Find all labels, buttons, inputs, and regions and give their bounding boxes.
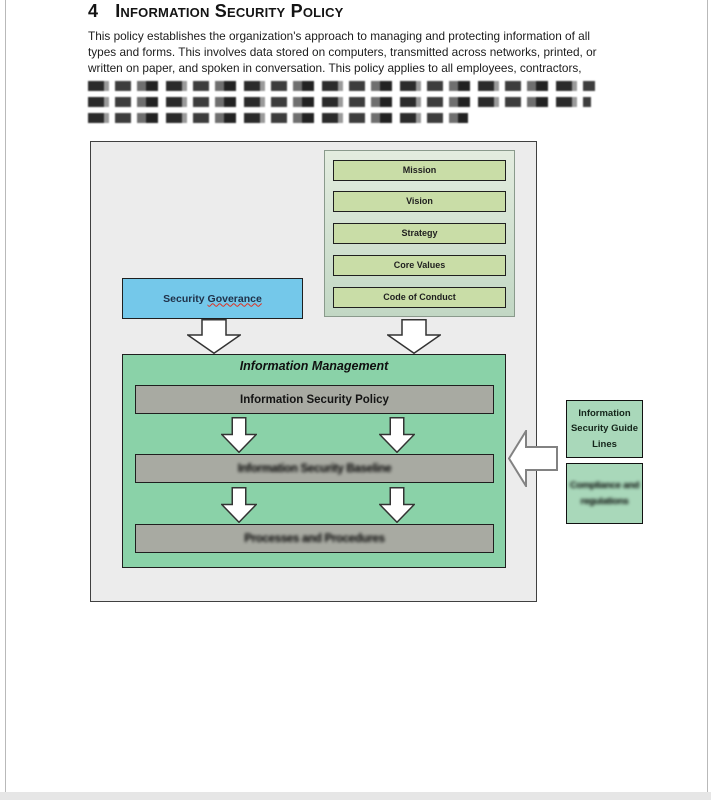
page-bottom-edge	[0, 792, 711, 800]
security-guidelines-box: Information Security Guide Lines	[566, 400, 643, 458]
compliance-regulations-box	[566, 463, 643, 524]
mission-box: Mission	[333, 160, 506, 181]
section-heading	[88, 1, 344, 22]
down-arrow-icon	[387, 319, 441, 354]
redacted-text-block	[88, 81, 595, 129]
information-management-box	[122, 354, 506, 568]
vision-box: Vision	[333, 191, 506, 212]
section-title: Information Security Policy	[115, 1, 344, 21]
left-arrow-icon	[508, 430, 558, 487]
down-arrow-icon	[379, 417, 415, 453]
redacted-text-line	[88, 113, 468, 123]
information-security-policy-box: Information Security Policy	[135, 385, 494, 414]
processes-and-procedures-box	[135, 524, 494, 553]
information-management-title: Information Management	[239, 359, 389, 373]
core-values-box: Core Values	[333, 255, 506, 276]
redacted-text-line	[88, 97, 591, 107]
policy-diagram	[90, 141, 537, 602]
page-left-border	[5, 0, 6, 792]
obscured-label: Information Security Baseline	[237, 462, 392, 475]
policy-paragraph: This policy establishes the organization's approach to managing and protecting information of all types and forms. This involves data stored on computers, transmitted across networks, printed, or written on paper, and spoken in conversation. This policy applies to all employees, contractors,	[88, 29, 597, 75]
corporate-values-panel	[324, 150, 515, 317]
code-of-conduct-box: Code of Conduct	[333, 287, 506, 308]
redacted-text-line	[88, 81, 595, 91]
down-arrow-icon	[187, 319, 241, 354]
obscured-label: Compliance and regulations	[569, 480, 640, 507]
strategy-box: Strategy	[333, 223, 506, 244]
misspelled-word: Goverance	[207, 292, 262, 305]
security-governance-box	[122, 278, 303, 319]
down-arrow-icon	[221, 417, 257, 453]
information-security-baseline-box	[135, 454, 494, 483]
page-right-border	[707, 0, 708, 792]
section-number: 4	[88, 1, 99, 21]
governance-label: Security Goverance	[163, 292, 262, 305]
down-arrow-icon	[221, 487, 257, 523]
obscured-label: Processes and Procedures	[244, 532, 385, 545]
down-arrow-icon	[379, 487, 415, 523]
